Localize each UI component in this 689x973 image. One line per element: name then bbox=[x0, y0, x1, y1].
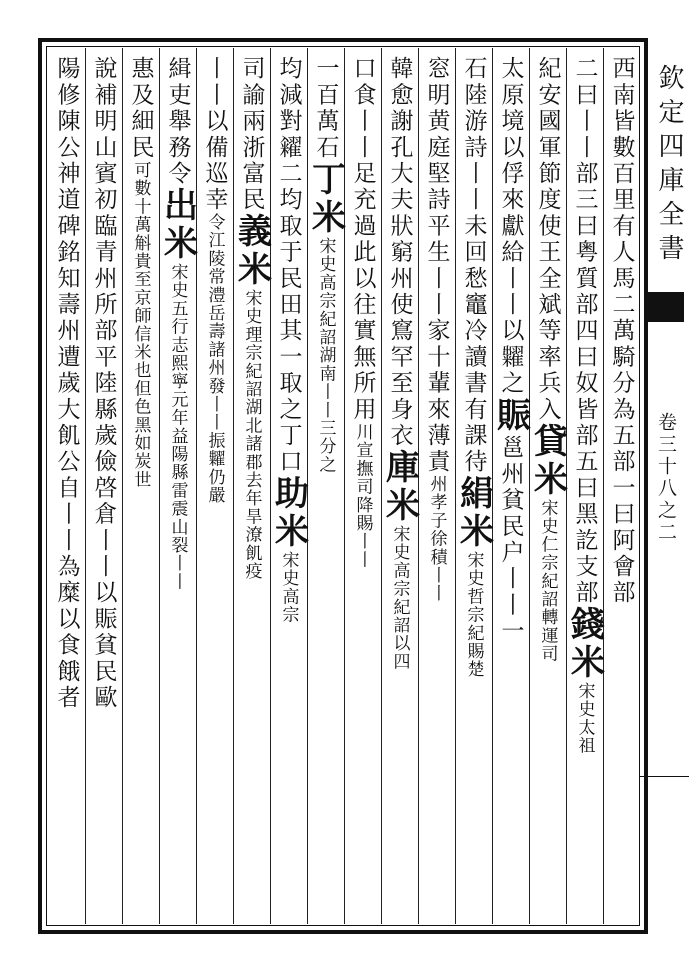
annotation-text: 令江陵常澧岳壽諸州發丨丨振糶仍嚴 bbox=[204, 213, 225, 505]
annotation-text: 宋史高宗紀詔以四 bbox=[389, 525, 410, 671]
body-text: 韓愈謝孔大夫狀窮州使窵罕至身衣 bbox=[386, 56, 413, 449]
body-text: 司諭兩浙富民 bbox=[238, 56, 265, 214]
body-text: 口食丨丨足充過此以往實無所用 bbox=[349, 56, 376, 423]
body-text: 窓明黄庭堅詩平生丨丨家十輩來薄責 bbox=[423, 56, 450, 476]
text-column bbox=[231, 56, 272, 581]
text-column bbox=[268, 56, 309, 625]
entry-heading: 貸米 bbox=[527, 422, 568, 499]
text-column bbox=[197, 56, 233, 504]
entry-heading: 錢米 bbox=[564, 606, 605, 683]
annotation-text: 宋史仁宗紀詔轉運司 bbox=[537, 498, 558, 663]
body-text: 西南皆數百里有人馬二萬騎分為五部一曰阿會部 bbox=[608, 56, 635, 607]
text-column bbox=[345, 56, 381, 568]
entry-heading: 助米 bbox=[268, 475, 309, 552]
body-text: 陽修陳公神道碑銘知壽州遭歲大飢公自丨丨為糜以食餓者 bbox=[53, 56, 80, 711]
entry-heading: 出米 bbox=[157, 187, 198, 263]
margin-divider bbox=[640, 776, 689, 777]
body-text: 惠及細民 bbox=[127, 56, 154, 161]
body-text: 二曰丨丨部三曰粤質部四曰奴皆部五曰黑訖支部 bbox=[571, 56, 598, 607]
annotation-text: 宋史理宗紀詔湖北諸郡去年旱潦飢疫 bbox=[241, 289, 262, 581]
margin-fishtail-mark bbox=[646, 292, 684, 322]
margin-volume: 卷三十八之二 bbox=[655, 412, 677, 544]
annotation-text: 州孝子徐積丨丨 bbox=[426, 475, 447, 603]
body-text: 緝吏舉務令 bbox=[164, 56, 191, 187]
text-column bbox=[564, 56, 605, 756]
annotation-text: 宋史高宗 bbox=[278, 551, 299, 625]
body-text: 石陸游詩丨丨未回愁竈冷讀書有課待 bbox=[460, 56, 487, 476]
text-column bbox=[419, 56, 455, 603]
text-column bbox=[123, 56, 159, 488]
margin-title: 欽定四庫全書 bbox=[654, 64, 684, 268]
entry-heading: 丁米 bbox=[305, 160, 346, 237]
entry-heading: 庫米 bbox=[379, 449, 420, 525]
annotation-text: 可數十萬斛貴至京師信米也但色黑如炭世 bbox=[130, 160, 151, 489]
entry-heading: 絹米 bbox=[453, 475, 494, 552]
body-text: 邕州貧民户丨丨一 bbox=[497, 434, 524, 645]
text-column bbox=[157, 56, 198, 591]
annotation-text: 宋史高宗紀詔湖南丨丨三分之 bbox=[315, 236, 336, 474]
body-text: 紀安國軍節度使王全斌等率兵入 bbox=[534, 56, 561, 423]
body-text: 說補明山賓初臨青州所部平陸縣歲儉啓倉丨丨以賑貧民歐 bbox=[90, 56, 117, 711]
annotation-text: 宋史太祖 bbox=[574, 682, 595, 756]
text-column bbox=[604, 56, 640, 606]
annotation-text: 宋史哲宗紀賜楚 bbox=[463, 551, 484, 679]
annotation-text: 宋史五行志熙寧元年益陽縣雷震山裂丨丨 bbox=[167, 263, 188, 591]
body-text: 太原境以俘來獻給丨丨以糶之 bbox=[497, 56, 524, 397]
annotation-text: 川宣撫司降賜丨丨 bbox=[352, 422, 373, 569]
entry-heading: 賑 bbox=[490, 396, 531, 435]
text-column bbox=[453, 56, 494, 679]
body-text: 一百萬石 bbox=[312, 56, 339, 161]
body-text: 丨丨以備巡幸 bbox=[201, 56, 228, 214]
text-column bbox=[49, 56, 85, 711]
entry-heading: 義米 bbox=[231, 213, 272, 290]
body-text: 均減對糴二均取于民田其一取之丁口 bbox=[275, 56, 302, 476]
text-column bbox=[86, 56, 122, 711]
text-column bbox=[527, 56, 568, 663]
text-column bbox=[490, 56, 531, 645]
text-column bbox=[305, 56, 346, 474]
text-column bbox=[379, 56, 420, 671]
